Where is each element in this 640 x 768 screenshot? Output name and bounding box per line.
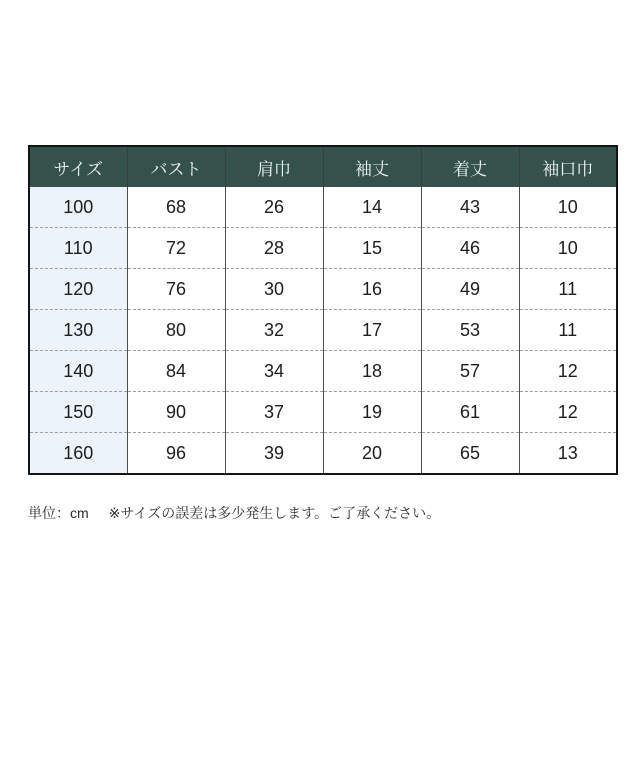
- data-cell: 26: [225, 187, 323, 228]
- size-cell: 140: [29, 351, 127, 392]
- data-cell: 90: [127, 392, 225, 433]
- data-cell: 20: [323, 433, 421, 475]
- size-cell: 160: [29, 433, 127, 475]
- data-cell: 53: [421, 310, 519, 351]
- data-cell: 61: [421, 392, 519, 433]
- header-cell: 袖口巾: [519, 146, 617, 187]
- data-cell: 80: [127, 310, 225, 351]
- size-cell: 100: [29, 187, 127, 228]
- data-cell: 43: [421, 187, 519, 228]
- size-cell: 110: [29, 228, 127, 269]
- data-cell: 57: [421, 351, 519, 392]
- data-cell: 65: [421, 433, 519, 475]
- data-cell: 68: [127, 187, 225, 228]
- footnote: [28, 503, 440, 523]
- data-cell: 11: [519, 269, 617, 310]
- table-row: [29, 433, 617, 475]
- data-cell: 10: [519, 228, 617, 269]
- data-cell: 18: [323, 351, 421, 392]
- data-cell: 30: [225, 269, 323, 310]
- data-cell: 17: [323, 310, 421, 351]
- table-row: [29, 228, 617, 269]
- table-row: [29, 310, 617, 351]
- data-cell: 37: [225, 392, 323, 433]
- unit-label: 単位：cm: [28, 505, 89, 521]
- data-cell: 13: [519, 433, 617, 475]
- data-cell: 72: [127, 228, 225, 269]
- size-cell: 130: [29, 310, 127, 351]
- size-chart-header: [29, 146, 617, 187]
- data-cell: 76: [127, 269, 225, 310]
- size-cell: 150: [29, 392, 127, 433]
- header-cell: 肩巾: [225, 146, 323, 187]
- data-cell: 19: [323, 392, 421, 433]
- data-cell: 16: [323, 269, 421, 310]
- disclaimer-text: ※サイズの誤差は多少発生します。ご了承ください。: [108, 505, 441, 521]
- data-cell: 12: [519, 351, 617, 392]
- data-cell: 15: [323, 228, 421, 269]
- data-cell: 14: [323, 187, 421, 228]
- header-cell: 袖丈: [323, 146, 421, 187]
- data-cell: 11: [519, 310, 617, 351]
- table-row: [29, 392, 617, 433]
- header-cell: 着丈: [421, 146, 519, 187]
- data-cell: 32: [225, 310, 323, 351]
- size-cell: 120: [29, 269, 127, 310]
- table-row: [29, 351, 617, 392]
- data-cell: 10: [519, 187, 617, 228]
- data-cell: 34: [225, 351, 323, 392]
- data-cell: 28: [225, 228, 323, 269]
- size-chart-body: [29, 187, 617, 474]
- data-cell: 96: [127, 433, 225, 475]
- header-cell: バスト: [127, 146, 225, 187]
- table-row: [29, 187, 617, 228]
- data-cell: 84: [127, 351, 225, 392]
- data-cell: 39: [225, 433, 323, 475]
- table-row: [29, 269, 617, 310]
- header-cell: サイズ: [29, 146, 127, 187]
- size-chart-table: [28, 145, 618, 475]
- data-cell: 49: [421, 269, 519, 310]
- header-row: [29, 146, 617, 187]
- data-cell: 12: [519, 392, 617, 433]
- data-cell: 46: [421, 228, 519, 269]
